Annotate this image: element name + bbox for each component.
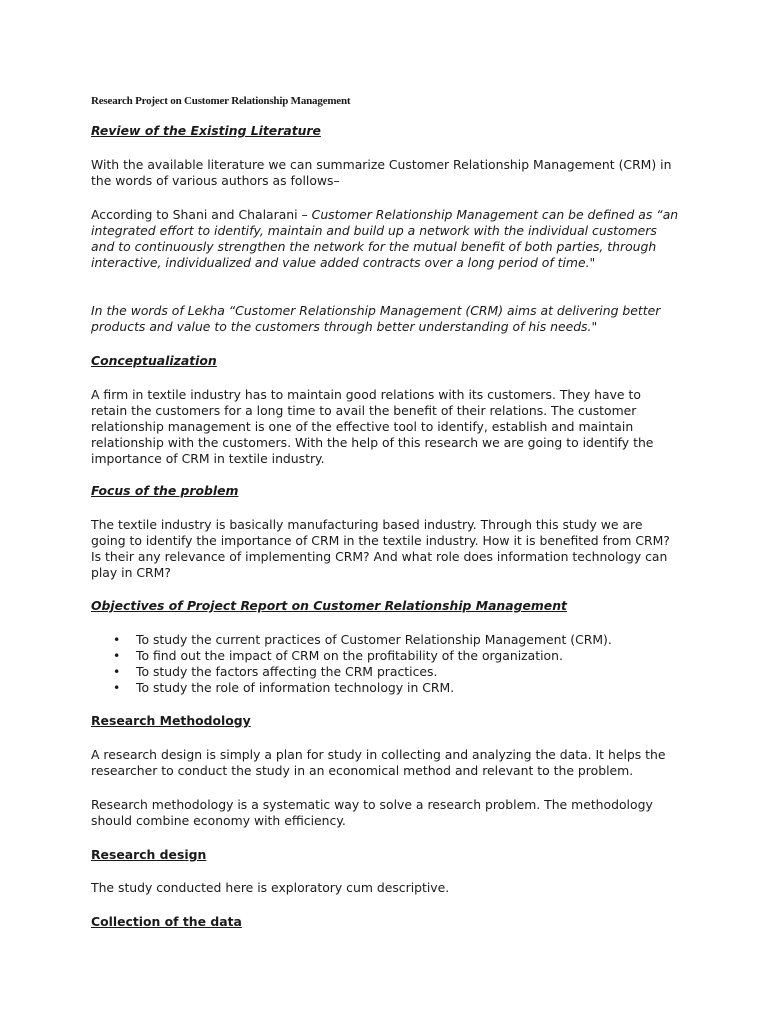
shani-prefix: According to Shani and Chalarani – — [91, 207, 312, 222]
heading-review: Review of the Existing Literature — [91, 123, 321, 138]
heading-collection: Collection of the data — [91, 914, 242, 929]
heading-research-design: Research design — [91, 847, 207, 862]
conceptualization-text: A firm in textile industry has to maintain good relations with its customers. They have to retain the customers for a long time to avail the benefit of their relations. The customer relationship management is one of the effective tool to identify, establish and maintain relationship with the customers. With the help of this research we are going to identify the importance of CRM in textile industry. — [91, 387, 654, 466]
design-text: The study conducted here is exploratory cum descriptive. — [91, 880, 450, 895]
document-title: Research Project on Customer Relationship Management — [91, 95, 351, 107]
heading-focus: Focus of the problem — [91, 483, 239, 498]
methodology-p1: A research design is simply a plan for study in collecting and analyzing the data. It helps the researcher to conduct the study in an economical method and relevant to the problem. — [91, 747, 666, 778]
methodology-p2: Research methodology is a systematic way to solve a research problem. The methodology should combine economy with efficiency. — [91, 797, 653, 828]
bullet-icon: • — [113, 648, 121, 663]
objectives-list — [91, 632, 681, 696]
bullet-icon: • — [113, 680, 121, 695]
objective-item: • To study the factors affecting the CRM practices. — [113, 664, 438, 679]
focus-text: The textile industry is basically manufacturing based industry. Through this study we are going to identify the importance of CRM in the textile industry. How it is benefited from CRM? Is their any relevance of implementing CRM? And what role does information technology can play in CRM? — [91, 517, 670, 580]
bullet-icon: • — [113, 664, 121, 679]
heading-methodology: Research Methodology — [91, 713, 251, 728]
objective-item: • To study the current practices of Customer Relationship Management (CRM). — [113, 632, 612, 647]
lekha-quote: In the words of Lekha “Customer Relationship Management (CRM) aims at delivering better products and value to the customers through better understanding of his needs." — [91, 303, 661, 334]
objective-item: • To study the role of information technology in CRM. — [113, 680, 455, 695]
shani-quote: Customer Relationship Management can be defined as “an integrated effort to identify, maintain and build up a network with the individual customers and to continuously strengthen the network for the mutual benefit of both parties, through interactive, individualized and value added contracts over a long period of time." — [91, 207, 679, 270]
heading-objectives: Objectives of Project Report on Customer Relationship Management — [91, 598, 567, 613]
heading-conceptualization: Conceptualization — [91, 353, 217, 368]
shani-quote-paragraph — [91, 207, 681, 271]
bullet-icon: • — [113, 632, 121, 647]
review-intro: With the available literature we can summarize Customer Relationship Management (CRM) in the words of various authors as follows– — [91, 157, 672, 188]
objective-item: • To find out the impact of CRM on the profitability of the organization. — [113, 648, 563, 663]
